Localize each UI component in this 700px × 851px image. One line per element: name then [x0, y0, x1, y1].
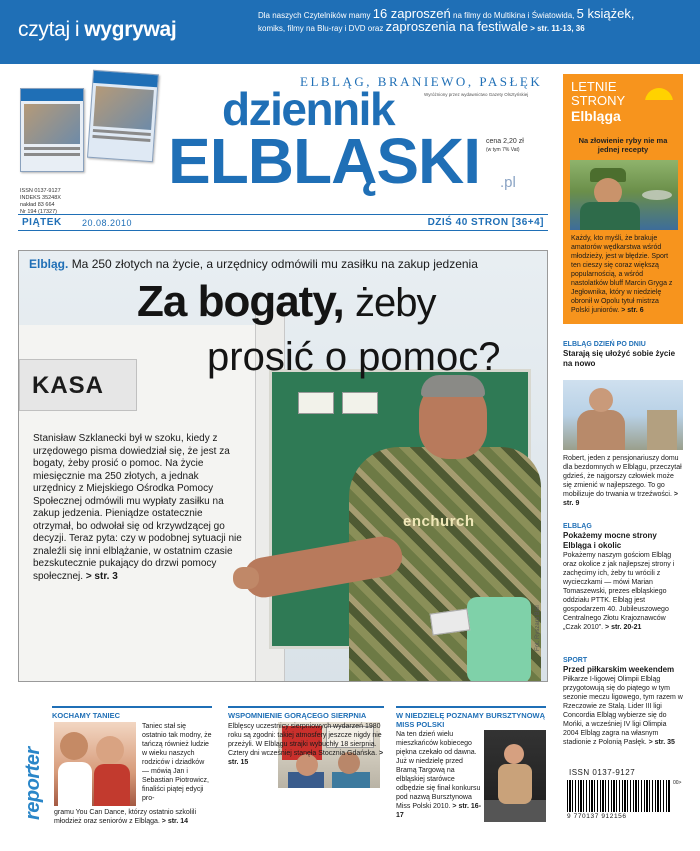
- headline-line-1[interactable]: [137, 277, 436, 327]
- read-label: czytaj: [18, 18, 70, 41]
- shirt-print: enchurch: [403, 513, 475, 530]
- price-block: [486, 137, 524, 155]
- teaser-kicker: ELBLĄG: [563, 523, 592, 530]
- august-memory-teaser[interactable]: [228, 706, 384, 826]
- promo-line2-pre: komiks, filmy na Blu-ray i DVD oraz: [258, 24, 384, 33]
- read-and-win-title: [18, 18, 176, 42]
- door-notice: [298, 392, 334, 414]
- main-story[interactable]: [18, 250, 548, 682]
- story-kicker: [29, 257, 478, 271]
- teaser-body: [563, 675, 683, 747]
- door-notice: [342, 392, 378, 414]
- story-body-text: Stanisław Szklanecki był w szoku, kiedy z urzędowego pisma dowiedział się, że jest za bogaty, żeby prosić o pomoc. Na życie miesięcznie ma 250 złotych, a jednak urzędnicy z Miejskiego Ośrodka Pomocy Społecznej odmówili mu wypłaty zasiłku na zakup jedzenia. Pieniądze ostatecznie otrzymał, bo odwołał się od krzywdzącej go decyzji. Teraz pyta: czy w podobnej sytuacji nie znaleźli się inni elblążanie, w ostatnim czasie bezskutecznie pukający do drzwi pomocy społecznej.: [33, 433, 242, 582]
- dance-teaser[interactable]: [52, 706, 212, 826]
- teaser-body-text: Piłkarze I-ligowej Olimpii Elbląg przygotowują się do piątego w tym sezonie meczu ligowego, tym razem w Rzeczowie ze Stalą. Lider III ligi Concordia Elbląg wybierze się do Mońki, a wcześniej IV ligi Olimpia 2004 Elbląg zagra na własnym stadionie z Polonią Pasłęk.: [563, 676, 683, 746]
- miss-polski-teaser[interactable]: [396, 706, 546, 826]
- teaser-kicker: ELBLĄG DZIEŃ PO DNIU: [563, 341, 646, 348]
- summer-title-line2: STRONY: [571, 93, 626, 108]
- page-count: DZIŚ 40 STRON [36+4]: [427, 217, 544, 228]
- logo-elblaski[interactable]: ELBLĄSKI: [168, 125, 480, 197]
- teaser-body-text: Elblęscy uczestnicy sierpniowych wydarzeń 1980 roku są zgodni: takiej atmosfery jeszcze nigdy nie przeżyli. W Elblągu strajki wybuchły 18 sierpnia. Cztery dni wcześniej stanęła Stocznia Gdańska.: [228, 723, 382, 757]
- vat-note: (w tym 7% Vat): [486, 147, 520, 153]
- promo-books: 5 książek,: [576, 6, 635, 21]
- sidebar-teasers: [563, 340, 683, 810]
- teaser-body: [228, 722, 384, 767]
- man-portrait-photo: [563, 380, 683, 450]
- teaser-headline[interactable]: Starają się ułożyć sobie życie na nowo: [563, 349, 676, 368]
- teaser-kicker: KOCHAMY TANIEC: [52, 711, 121, 720]
- teaser-body-text: Robert, jeden z pensjonariuszy domu dla bezdomnych w Elblągu, przeczytał gdzieś, że najgorszy człowiek może się zmienić w najlepszego. To go mobilizuje do trwania w trzeźwości.: [563, 455, 682, 498]
- fishing-page-ref[interactable]: > str. 6: [621, 307, 644, 314]
- mini-covers-image: [18, 70, 158, 182]
- teaser-body: Taniec stał się ostatnio tak modny, że tańczą również ludzie w wieku naszych rodziców i dziadków — mówią Jan i Sebastian Piotrowicz, finaliści piątej edycji pro-: [142, 723, 212, 802]
- promo-invitations: 16 zaproszeń: [372, 6, 451, 21]
- index-line: INDEKS 35248X: [20, 195, 61, 201]
- story-subhead: Ma 250 złotych na życie, a urzędnicy odmówili mu zasiłku na zakup jedzenia: [71, 257, 478, 271]
- story-page-ref[interactable]: > str. 3: [85, 570, 118, 582]
- issue-date: 20.08.2010: [82, 218, 133, 228]
- fishing-headline[interactable]: Na złowienie ryby nie ma jednej recepty: [578, 136, 668, 154]
- headline-line-2[interactable]: prosić o pomoc?: [207, 335, 501, 379]
- teaser-body-end: gramu You Can Dance, którzy ostatnio szkolili młodzież oraz seniorów z Elbląga.: [54, 809, 197, 825]
- teaser-body-text: Na ten dzień wielu mieszkańców kobiecego piękna czekało od dawna. Już w niedzielę przed Bramą Targową na elbląskiej starówce odbędzie się finał konkursu pod nazwą Bursztynowa Miss Polski 2010.: [396, 731, 481, 810]
- promo-text: [258, 8, 696, 34]
- promo-festivals: zaproszenia na festiwale: [385, 19, 528, 34]
- date-bar: [18, 214, 548, 231]
- teaser-headline[interactable]: Przed piłkarskim weekendem: [563, 665, 675, 674]
- tourism-teaser[interactable]: [563, 522, 683, 632]
- barcode: [563, 768, 683, 824]
- fishing-body: [571, 234, 677, 315]
- cashier-sign-text: KASA: [32, 372, 105, 399]
- promo-banner[interactable]: [0, 0, 700, 64]
- headline-part-light: żeby: [355, 281, 436, 325]
- cover-thumbnail: [87, 70, 159, 162]
- logo-domain-suffix: .pl: [500, 174, 516, 191]
- photo-credit: Fot. Ryszard Biel: [535, 605, 541, 651]
- teaser-headline[interactable]: Pokażemy mocne strony Elbląga i okolic: [563, 531, 657, 550]
- teaser-page-ref[interactable]: > str. 15: [228, 750, 384, 766]
- barcode-bars: [567, 780, 671, 812]
- fishing-body-text: Każdy, kto myśli, że brakuje amatorów wędkarstwa wśród młodzieży, jest w błędzie. Sport ten cieszy się coraz większą popularnością, a wśród nastolatków bluff Marcin Gryga z Jegłownika, który w niedzielę obronił w Opolu tytuł mistrza Polski juniorów.: [571, 235, 673, 314]
- miss-contestant-photo: [484, 730, 546, 822]
- issn-line: ISSN 0137-9127: [20, 188, 61, 194]
- promo-line1-pre: Dla naszych Czytelników mamy: [258, 11, 371, 20]
- teaser-body-continued: [54, 808, 222, 826]
- issue-number-line: Nr 194 (17327): [20, 209, 57, 215]
- teaser-page-ref[interactable]: > str. 9: [563, 491, 678, 507]
- teaser-body: [396, 730, 482, 820]
- teaser-kicker: WSPOMNIENIE GORĄCEGO SIERPNIA: [228, 711, 367, 720]
- fisherman-photo: [570, 160, 678, 230]
- promo-page-ref: > str. 11-13, 36: [530, 24, 585, 33]
- sport-teaser[interactable]: [563, 656, 683, 747]
- regions-line: ELBLĄG, BRANIEWO, PASŁĘK: [300, 74, 543, 89]
- logo-dziennik[interactable]: dziennik: [222, 83, 395, 135]
- teaser-kicker: SPORT: [563, 657, 588, 664]
- teaser-body-text: Pokażemy naszym gościom Elbląg oraz okolice z jak najlepszej strony i zachęcimy ich, żeby tu wrócili z wycieczkami — mówi Marian Tomaszewski, prezes elbląskiego oddziału PTTK. Elbląg jest gospodarzem 40. Jubileuszowego Centralnego Złotu Krajoznawców „Czak 2010”.: [563, 552, 675, 631]
- teaser-body: [563, 454, 683, 508]
- homeless-teaser[interactable]: [563, 340, 683, 507]
- summer-pages-box[interactable]: [563, 74, 683, 324]
- barcode-digits: 9 770137 912156: [567, 813, 627, 820]
- title-separator: i: [74, 18, 80, 41]
- headline-part-bold: Za bogaty,: [137, 277, 344, 326]
- teaser-page-ref[interactable]: > str. 20-21: [605, 624, 642, 631]
- reporter-label: reporter: [22, 747, 44, 820]
- cover-thumbnail: [20, 88, 84, 172]
- barcode-issn: ISSN 0137-9127: [569, 768, 636, 777]
- story-body: [33, 433, 243, 583]
- green-bag: [467, 597, 531, 682]
- tagline: Wyróżniony przez wydawnictwo Gazety Olsztyńskiej: [424, 92, 529, 97]
- print-run-line: nakład 83 664: [20, 202, 55, 208]
- teaser-page-ref[interactable]: > str. 35: [648, 739, 675, 746]
- win-label: wygrywaj: [84, 18, 177, 41]
- summer-city: Elbląga: [571, 108, 621, 124]
- barcode-suffix: 00>: [673, 780, 682, 786]
- teaser-page-ref[interactable]: > str. 14: [161, 818, 189, 825]
- summer-title-line1: LETNIE: [571, 79, 617, 94]
- cashier-sign: [19, 359, 137, 411]
- teaser-kicker: W NIEDZIELĘ POZNAMY BURSZTYNOWĄ MISS POLSKI: [396, 711, 546, 729]
- promo-line-2: [258, 21, 696, 34]
- issue-info: [20, 188, 90, 216]
- dancers-photo: [54, 722, 136, 806]
- story-place: Elbląg.: [29, 257, 69, 271]
- teaser-body: [563, 551, 683, 632]
- promo-line1-mid: na filmy do Multikina i Światowida,: [453, 11, 575, 20]
- price: cena 2,20 zł: [486, 138, 524, 145]
- summer-title: [571, 80, 700, 108]
- teaser-page-ref[interactable]: > str. 16-17: [396, 803, 482, 819]
- weekday: PIĄTEK: [22, 217, 62, 228]
